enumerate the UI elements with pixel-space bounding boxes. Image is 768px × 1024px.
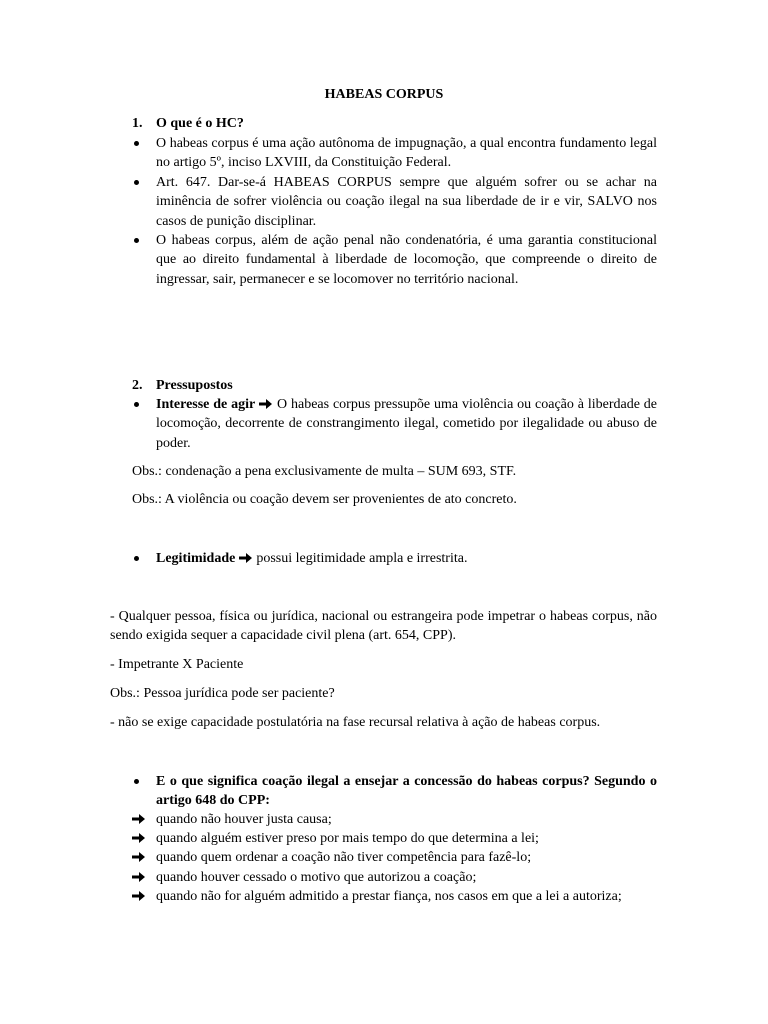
- bullet-icon: [134, 402, 139, 407]
- bullet-icon: [134, 556, 139, 561]
- list-item: [132, 848, 657, 867]
- list-item: [132, 231, 657, 289]
- obs-line: Obs.: A violência ou coação devem ser provenientes de ato concreto.: [132, 492, 517, 507]
- bullet-text: [156, 395, 657, 453]
- section-1-heading-text: O que é o HC?: [156, 116, 244, 131]
- section-2-heading-text: Pressupostos: [156, 378, 233, 393]
- list-item: [132, 887, 657, 906]
- coacao-question: E o que significa coação ilegal a ensejar a concessão do habeas corpus? Segundo o artigo 648 do CPP:: [156, 774, 657, 809]
- arrow-right-icon: [259, 398, 273, 410]
- interesse-text: O habeas corpus pressupõe uma violência ou coação à liberdade de locomoção, decorrente de constrangimento ilegal, cometido por ilegalidade ou abuso de poder.: [156, 397, 658, 451]
- interesse-label: Interesse de agir: [156, 397, 256, 412]
- coacao-item: quando não for alguém admitido a prestar fiança, nos casos em que a lei a autoriza;: [156, 889, 622, 904]
- bullet-text: O habeas corpus, além de ação penal não condenatória, é uma garantia constitucional que ao direito fundamental à liberdade de locomoção, que compreende o direito de ingressar, sair, permanecer e se locomover no território nacional.: [156, 233, 657, 287]
- bullet-text: Art. 647. Dar-se-á HABEAS CORPUS sempre que alguém sofrer ou se achar na iminência de sofrer violência ou coação ilegal na sua liberdade de ir e vir, SALVO nos casos de punição disciplinar.: [156, 175, 657, 229]
- arrow-right-icon: [132, 851, 146, 863]
- bullet-icon: [134, 180, 139, 185]
- paragraph: - Qualquer pessoa, física ou jurídica, nacional ou estrangeira pode impetrar o habeas corpus, não sendo exigida sequer a capacidade civil plena (art. 654, CPP).: [110, 609, 657, 644]
- bullet-text: O habeas corpus é uma ação autônoma de impugnação, a qual encontra fundamento legal no artigo 5º, inciso LXVIII, da Constituição Federal.: [156, 136, 657, 171]
- section-2-heading: [132, 376, 657, 395]
- bullet-icon: [134, 141, 139, 146]
- paragraph: Obs.: Pessoa jurídica pode ser paciente?: [110, 686, 335, 701]
- arrow-right-icon: [132, 813, 146, 825]
- bullet-icon: [134, 779, 139, 784]
- arrow-right-icon: [132, 890, 146, 902]
- paragraph: - Impetrante X Paciente: [110, 657, 244, 672]
- list-item: [132, 829, 657, 848]
- coacao-item: quando quem ordenar a coação não tiver competência para fazê-lo;: [156, 850, 532, 865]
- section-1-heading: [132, 114, 657, 133]
- section-2-number: 2.: [132, 378, 143, 393]
- legitimidade-text: possui legitimidade ampla e irrestrita.: [256, 551, 468, 566]
- arrow-right-icon: [132, 871, 146, 883]
- arrow-right-icon: [239, 552, 253, 564]
- list-item: [132, 868, 657, 887]
- section-1-number: 1.: [132, 116, 143, 131]
- bullet-text: [156, 549, 657, 568]
- list-item: [132, 810, 657, 829]
- arrow-right-icon: [132, 832, 146, 844]
- bullet-icon: [134, 238, 139, 243]
- document-title: HABEAS CORPUS: [324, 87, 444, 102]
- list-item: [132, 549, 657, 568]
- legitimidade-label: Legitimidade: [156, 551, 236, 566]
- coacao-item: quando houver cessado o motivo que autorizou a coação;: [156, 870, 477, 885]
- list-item: [132, 134, 657, 173]
- list-item: [132, 772, 657, 811]
- list-item: [132, 395, 657, 453]
- list-item: [132, 173, 657, 231]
- paragraph: - não se exige capacidade postulatória na fase recursal relativa à ação de habeas corpus.: [110, 715, 601, 730]
- coacao-item: quando alguém estiver preso por mais tempo do que determina a lei;: [156, 831, 539, 846]
- coacao-item: quando não houver justa causa;: [156, 812, 332, 827]
- obs-line: Obs.: condenação a pena exclusivamente de multa – SUM 693, STF.: [132, 464, 517, 479]
